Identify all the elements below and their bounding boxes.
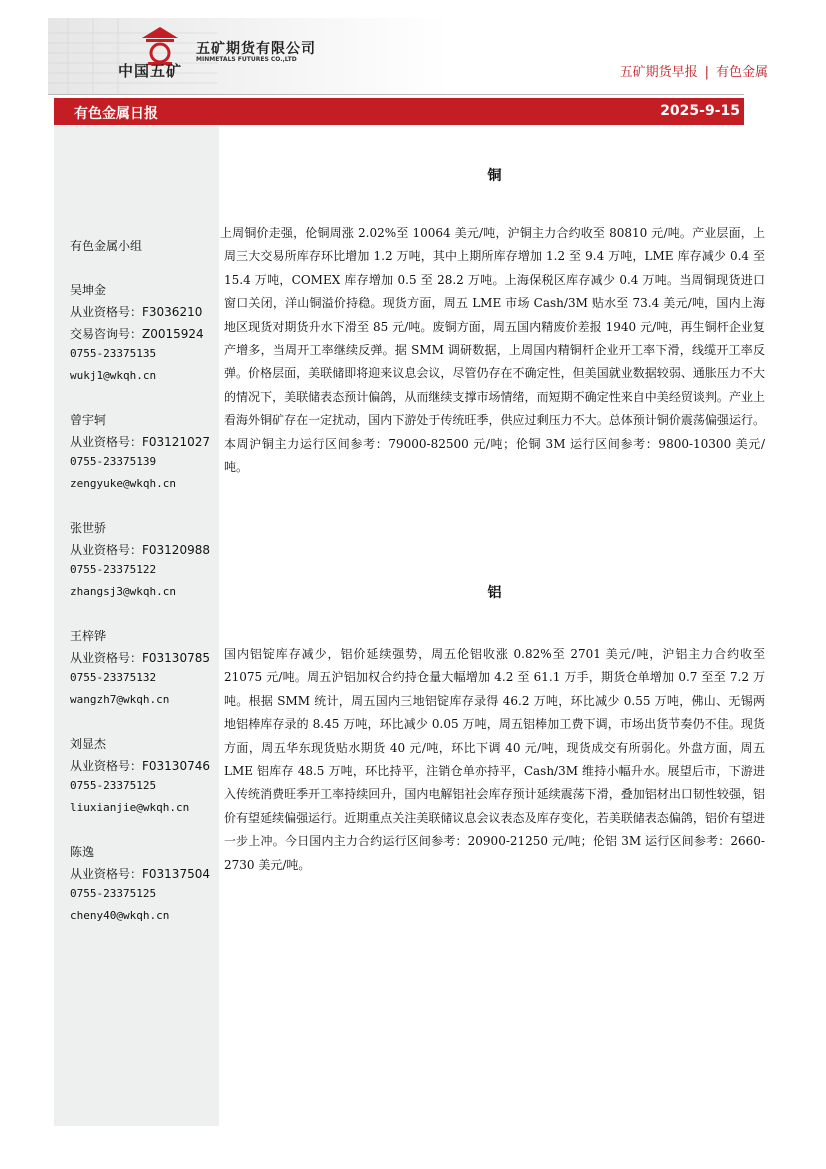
member-license: 从业资格号：F03120988 [70, 543, 210, 557]
page-header [48, 18, 778, 94]
member-phone: 0755-23375125 [70, 887, 157, 900]
member-email: wangzh7@wkqh.cn [70, 693, 170, 706]
member-license: 从业资格号：F03130746 [70, 759, 210, 773]
member-phone: 0755-23375122 [70, 563, 157, 576]
member-phone: 0755-23375135 [70, 347, 157, 360]
header-tagline [620, 61, 768, 80]
member-name: 刘显杰 [70, 737, 107, 751]
member-email: cheny40@wkqh.cn [70, 909, 170, 922]
member-license: 从业资格号：F03121027 [70, 435, 210, 449]
member-email: zhangsj3@wkqh.cn [70, 585, 176, 598]
member-phone: 0755-23375132 [70, 671, 157, 684]
member-license: 从业资格号：F03130785 [70, 651, 210, 665]
member-name: 曾宇轲 [70, 413, 107, 427]
company-name-en: MINMETALS FUTURES CO.,LTD [196, 56, 297, 63]
report-title: 有色金属日报 [74, 106, 158, 122]
member-license: 从业资格号：F03137504 [70, 867, 210, 881]
copper-paragraph: 上周铜价走强，伦铜周涨 2.02%至 10064 美元/吨，沪铜主力合约收至 80810 元/吨。产业层面，上周三大交易所库存环比增加 1.2 万吨，其中上期所库存增加 1.2 至 9.4 万吨，LME 库存减少 0.4 至 15.4 万吨，COMEX 库存增加 0.5 至 28.2 万吨。上海保税区库存减少 0.4 万吨。当周铜现货进口窗口关闭，洋山铜溢价持稳。现货方面，周五 LME 市场 Cash/3M 贴水至 73.4 美元/吨，国内上海地区现货对期货升水下滑至 85 元/吨。废铜方面，周五国内精废价差报 1940 元/吨，再生铜杆企业复产增多，当周开工率继续反弹。据 SMM 调研数据，上周国内精铜杆企业开工率下滑，线缆开工率反弹。价格层面，美联储即将迎来议息会议，尽管仍存在不确定性，但美国就业数据较弱、通胀压力不大的情况下，美联储表态预计偏鸽，从而继续支撑市场情绪，而短期不确定性来自中美经贸谈判。产业上看海外铜矿存在一定扰动，国内下游处于传统旺季，供应过剩压力不大。总体预计铜价震荡偏强运行。本周沪铜主力运行区间参考：79000-82500 元/吨；伦铜 3M 运行区间参考：9800-10300 美元/吨。 [220, 226, 765, 475]
member-email: liuxianjie@wkqh.cn [70, 801, 190, 814]
member-email: zengyuke@wkqh.cn [70, 477, 176, 490]
member-name: 吴坤金 [70, 283, 107, 297]
building-graphic [48, 18, 218, 94]
section-title-copper: 铜 [487, 168, 502, 184]
section-title-aluminum: 铝 [487, 585, 502, 601]
member-name: 陈逸 [70, 845, 95, 859]
aluminum-paragraph: 国内铝锭库存减少，铝价延续强势，周五伦铝收涨 0.82%至 2701 美元/吨，沪铝主力合约收至 21075 元/吨。周五沪铝加权合约持仓量大幅增加 4.2 至 61.1 万手，期货仓单增加 0.7 至至 7.2 万吨。根据 SMM 统计，周五国内三地铝锭库存录得 46.2 万吨，环比减少 0.55 万吨，佛山、无锡两地铝棒库存录的 8.45 万吨，环比减少 0.05 万吨，周五铝棒加工费下调，市场出货节奏仍不佳。现货方面，周五华东现货贴水期货 40 元/吨，环比下调 40 元/吨，现货成交有所弱化。外盘方面，周五 LME 铝库存 48.5 万吨，环比持平，注销仓单亦持平，Cash/3M 维持小幅升水。展望后市，下游进入传统消费旺季开工率持续回升，国内电解铝社会库存预计延续震荡下滑，叠加铝材出口韧性较强，铝价有望延续偏强运行。近期重点关注美联储议息会议表态及库存变化，若美联储表态偏鸽，铝价有望进一步上冲。今日国内主力合约运行区间参考：20900-21250 元/吨；伦铝 3M 运行区间参考：2660-2730 美元/吨。 [224, 647, 765, 872]
report-category: 有色金属 [715, 65, 768, 80]
member-phone: 0755-23375139 [70, 455, 157, 468]
company-name-cn: 五矿期货有限公司 [196, 41, 316, 57]
group-title: 有色金属小组 [70, 239, 143, 253]
title-banner [54, 98, 744, 125]
member-phone: 0755-23375125 [70, 779, 157, 792]
member-consult: 交易咨询号：Z0015924 [70, 327, 204, 341]
header-divider [48, 94, 744, 95]
report-type: 五矿期货早报 [619, 65, 698, 80]
sidebar [54, 126, 219, 1126]
logo-text: 中国五矿 [118, 62, 183, 80]
report-date: 2025-9-15 [660, 103, 740, 119]
member-name: 王梓铧 [70, 629, 107, 643]
header-separator: | [704, 65, 709, 80]
member-name: 张世骄 [70, 521, 107, 535]
member-email: wukj1@wkqh.cn [70, 369, 157, 382]
member-license: 从业资格号：F3036210 [70, 305, 203, 319]
